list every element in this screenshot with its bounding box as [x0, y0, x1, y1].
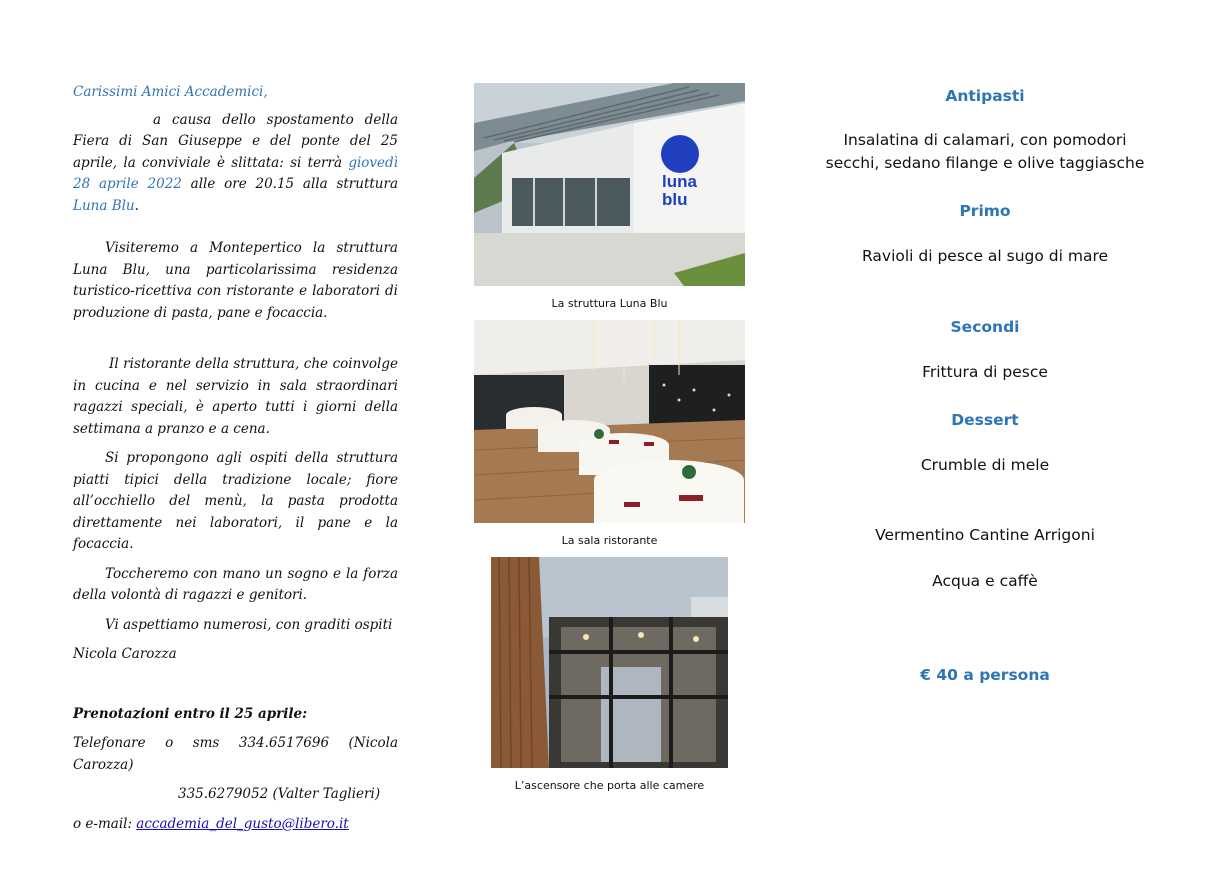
phone-line-2: 335.6279052 (Valter Taglieri) — [178, 786, 381, 802]
svg-text:luna: luna — [662, 172, 697, 191]
phone-line-1: Telefonare o sms 334.6517696 (Nicola Carozza) — [73, 735, 398, 773]
antipasti-heading: Antipasti — [945, 87, 1025, 105]
primo-text: Ravioli di pesce al sugo di mare — [861, 247, 1109, 265]
letter-paragraph-4: Si propongono agli ospiti della struttura piatti tipici della tradizione locale; fiore all’occhiello del menù, la pasta prodotta direttamente nei laboratori, il pane e la focaccia. — [73, 450, 398, 552]
letter-signature: Nicola Carozza — [73, 646, 177, 662]
letter-paragraph-5: Toccheremo con mano un sogno e la forza della volontà di ragazzi e genitori. — [73, 565, 398, 603]
letter-paragraph-3: Il ristorante della struttura, che coinvolge in cucina e nel servizio in sala straordinari ragazzi speciali, è aperto tutti i giorni della settimana a pranzo e a cena. — [73, 356, 398, 437]
primo-heading: Primo — [959, 202, 1011, 220]
event-date: giovedì 28 aprile 2022 — [73, 154, 398, 192]
photo-restaurant-hall — [474, 320, 745, 523]
wine-text: Vermentino Cantine Arrigoni — [875, 526, 1095, 544]
letter-p1-text: a causa dello spostamento della Fiera di San Giuseppe e del ponte del 25 aprile, la conviviale è slittata: si terrà — [73, 111, 398, 171]
antipasti-line-2: secchi, sedano filange e olive taggiasche — [825, 154, 1145, 172]
caption-luna-blu: La struttura Luna Blu — [551, 297, 668, 310]
secondi-text: Frittura di pesce — [922, 363, 1048, 381]
price: € 40 a persona — [920, 666, 1050, 684]
caption-restaurant: La sala ristorante — [561, 534, 658, 547]
caption-elevator: L’ascensore che porta alle camere — [514, 779, 705, 792]
water-coffee-text: Acqua e caffè — [932, 572, 1038, 590]
letter-p1-text-b: alle ore 20.15 alla struttura — [181, 176, 398, 192]
svg-text:blu: blu — [662, 190, 688, 209]
email-line — [73, 814, 398, 836]
event-place: Luna Blu — [73, 197, 135, 214]
letter-paragraph-6: Vi aspettiamo numerosi, con graditi ospiti — [105, 616, 393, 633]
dessert-text: Crumble di mele — [920, 456, 1050, 474]
antipasti-line-1: Insalatina di calamari, con pomodori — [843, 131, 1127, 149]
email-link[interactable]: accademia_del_gusto@libero.it — [136, 815, 349, 832]
photo-elevator — [491, 557, 728, 768]
exterior-illustration — [474, 83, 745, 286]
secondi-heading: Secondi — [950, 318, 1020, 336]
photo-luna-blu-exterior — [474, 83, 745, 286]
email-prefix: o e-mail: — [73, 815, 137, 832]
dessert-heading: Dessert — [951, 411, 1019, 429]
letter-paragraph-2: Visiteremo a Montepertico la struttura Luna Blu, una particolarissima residenza turistico-ricettiva con ristorante e laboratori di produzione di pasta, pane e focaccia. — [73, 240, 398, 321]
booking-title: Prenotazioni entro il 25 aprile: — [73, 705, 308, 722]
letter-greeting: Carissimi Amici Accademici, — [73, 84, 268, 100]
letter-paragraph-1 — [73, 110, 398, 218]
restaurant-illustration — [474, 320, 745, 523]
letter-column — [73, 82, 398, 835]
elevator-illustration — [491, 557, 728, 768]
letter-p1-text-c: . — [134, 197, 139, 214]
